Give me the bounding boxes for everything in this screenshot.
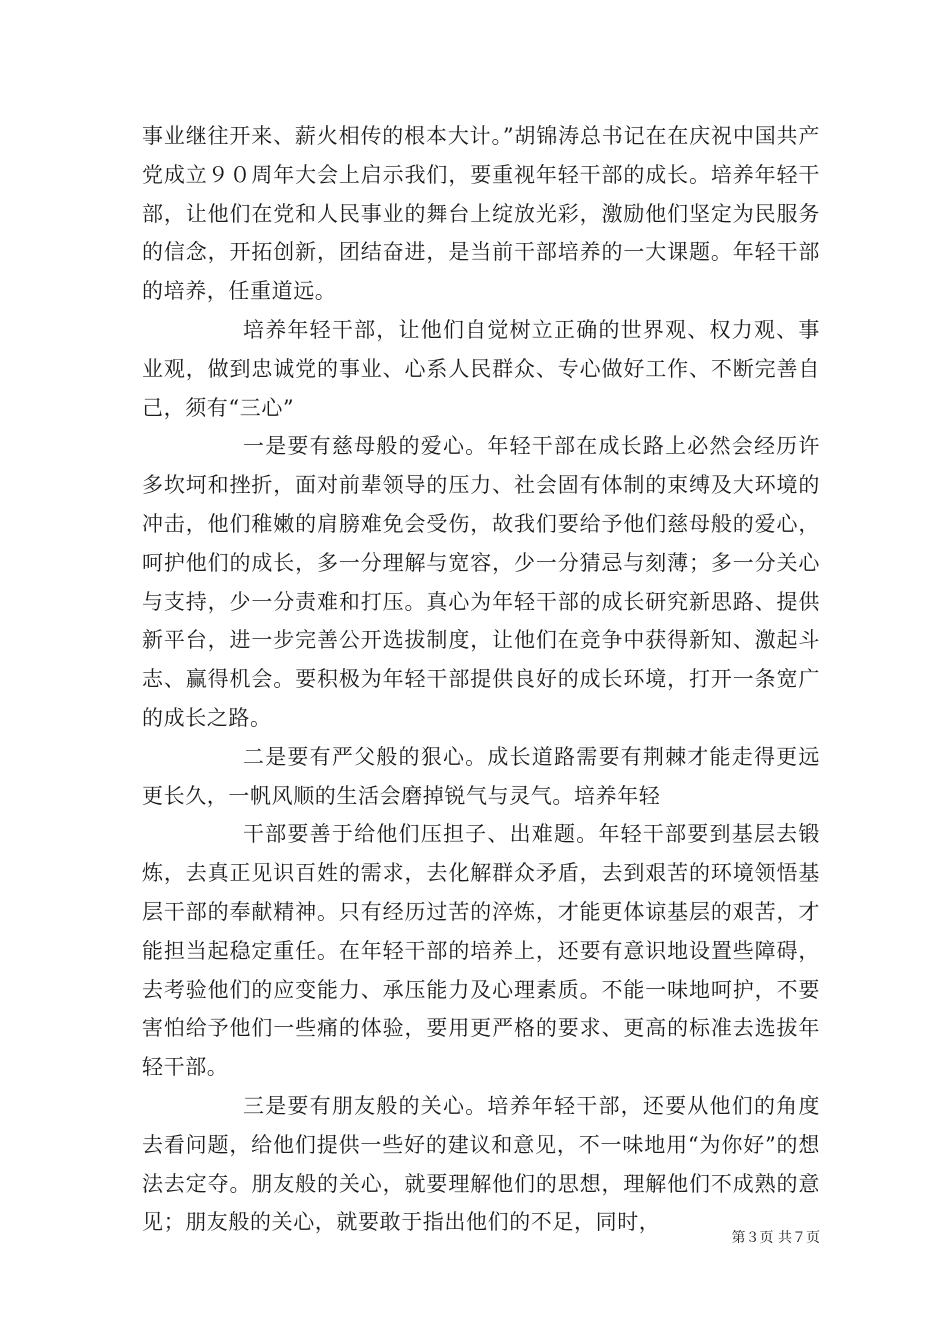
paragraph-1: 事业继往开来、薪火相传的根本大计。”胡锦涛总书记在在庆祝中国共产党成立９０周年大会上启示我们，要重视年轻干部的成长。培养年轻干部，让他们在党和人民事业的舞台上绽放光彩，激励他们坚定为民服务的信念，开拓创新，团结奋进，是当前干部培养的一大课题。年轻干部的培养，任重道远。 [142, 124, 820, 304]
paragraph-2: 培养年轻干部，让他们自觉树立正确的世界观、权力观、事业观，做到忠诚党的事业、心系人民群众、专心做好工作、不断完善自己，须有“三心” [142, 317, 820, 420]
document-body [142, 117, 820, 1242]
page-number-footer: 第３页 共７页 [731, 1230, 820, 1246]
paragraph-5: 干部要善于给他们压担子、出难题。年轻干部要到基层去锻炼，去真正见识百姓的需求，去化解群众矛盾，去到艰苦的环境领悟基层干部的奉献精神。只有经历过苦的淬炼，才能更体谅基层的艰苦，才能担当起稳定重任。在年轻干部的培养上，还要有意识地设置些障碍，去考验他们的应变能力、承压能力及心理素质。不能一味地呵护，不要害怕给予他们一些痛的体验，要用更严格的要求、更高的标准去选拔年轻干部。 [142, 822, 820, 1080]
paragraph-6: 三是要有朋友般的关心。培养年轻干部，还要从他们的角度去看问题，给他们提供一些好的建议和意见，不一味地用“为你好”的想法去定夺。朋友般的关心，就要理解他们的思想，理解他们不成熟的意见；朋友般的关心，就要敢于指出他们的不足，同时， [142, 1093, 820, 1235]
paragraph-4: 二是要有严父般的狠心。成长道路需要有荆棘才能走得更远更长久，一帆风顺的生活会磨掉锐气与灵气。培养年轻 [142, 744, 820, 808]
paragraph-3: 一是要有慈母般的爱心。年轻干部在成长路上必然会经历许多坎坷和挫折，面对前辈领导的压力、社会固有体制的束缚及大环境的冲击，他们稚嫩的肩膀难免会受伤，故我们要给予他们慈母般的爱心，呵护他们的成长，多一分理解与宽容，少一分猜忌与刻薄；多一分关心与支持，少一分责难和打压。真心为年轻干部的成长研究新思路、提供新平台，进一步完善公开选拔制度，让他们在竞争中获得新知、激起斗志、赢得机会。要积极为年轻干部提供良好的成长环境，打开一条宽广的成长之路。 [142, 434, 820, 730]
